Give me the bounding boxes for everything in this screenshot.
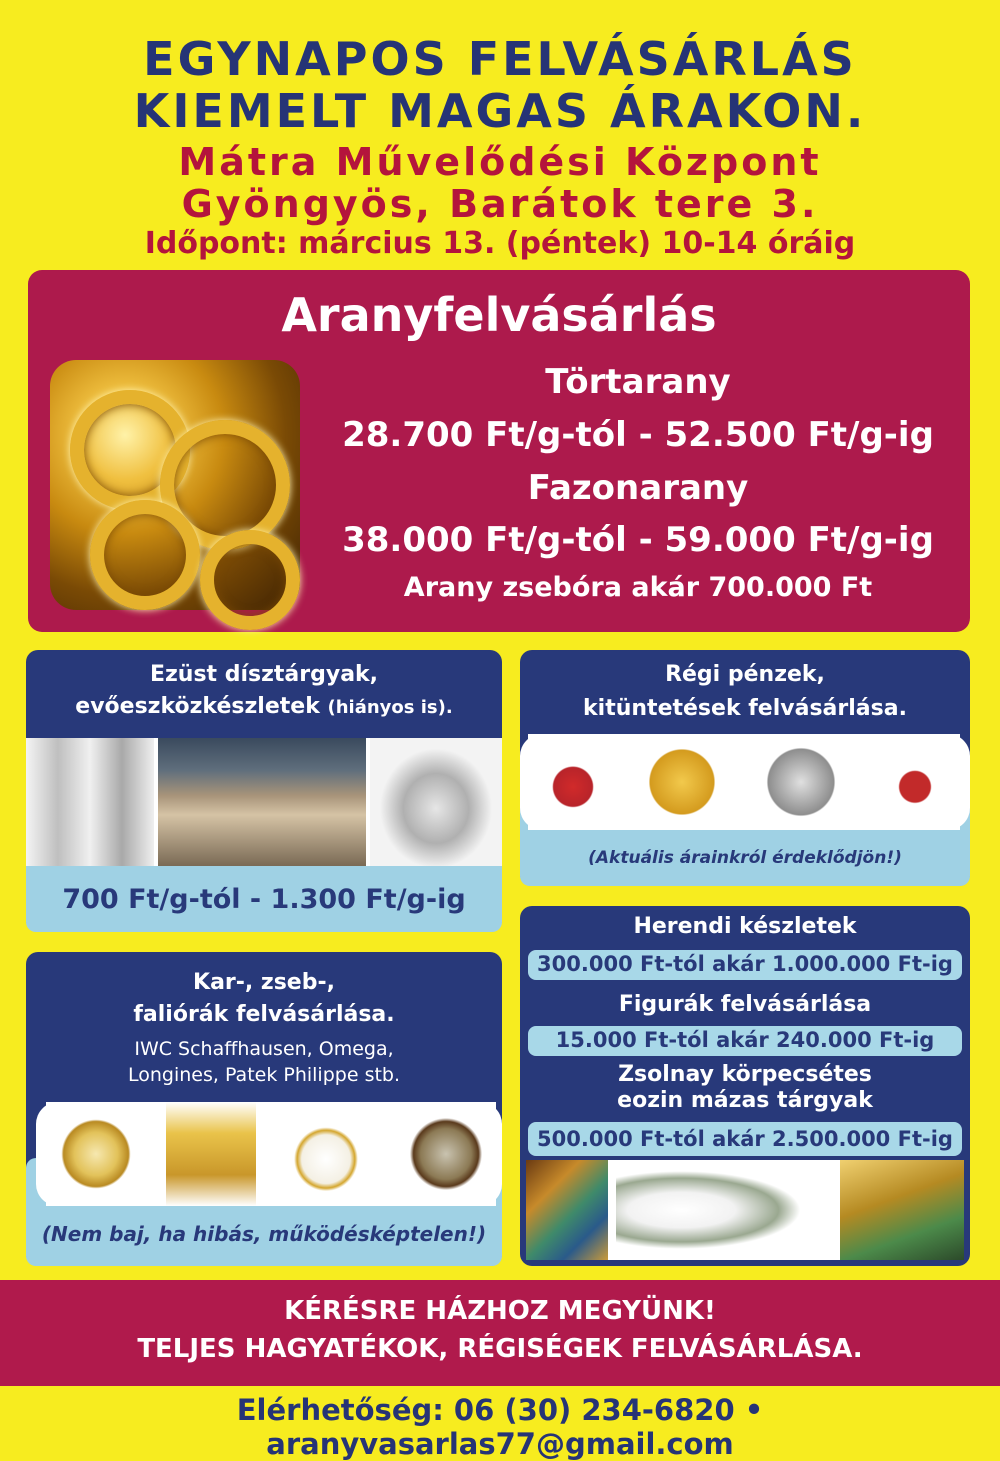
coins-box (520, 650, 970, 886)
silver-coin-photo (746, 734, 856, 830)
herend-label: Herendi készletek (633, 914, 857, 939)
watches-title-2: faliórák felvásárlása. (133, 1002, 395, 1027)
watches-box (26, 952, 502, 1266)
medal-photo (528, 734, 618, 830)
zsolnay-title-1: Zsolnay körpecsétes (618, 1062, 872, 1087)
watches-title-1: Kar-, zseb-, (193, 970, 335, 995)
venue-name: Mátra Művelődési Központ (178, 140, 822, 184)
figures-label: Figurák felvásárlása (618, 992, 872, 1017)
silver-box (26, 650, 502, 932)
coins-note: (Aktuális árainkról érdeklődjön!) (588, 848, 902, 868)
zsolnay-title-2: eozin mázas tárgyak (617, 1088, 873, 1113)
watches-brands-1: IWC Schaffhausen, Omega, (134, 1038, 394, 1060)
watches-photo-strip (36, 1102, 502, 1206)
fine-gold-price: 38.000 Ft/g-tól - 59.000 Ft/g-ig (342, 520, 934, 560)
zsolnay-figurine-photo (840, 1160, 964, 1260)
zsolnay-price: 500.000 Ft-tól akár 2.500.000 Ft-ig (528, 1122, 962, 1156)
gold-title: Aranyfelvásárlás (281, 288, 717, 342)
headline-line-1: EGYNAPOS FELVÁSÁRLÁS (143, 32, 857, 86)
gold-jewelry-photo (50, 360, 300, 610)
candlesticks-photo (26, 738, 154, 866)
scrap-gold-label: Törtarany (545, 362, 731, 402)
fine-gold-label: Fazonarany (527, 468, 749, 508)
leather-wristwatch-photo (396, 1102, 496, 1206)
headline-line-2: KIEMELT MAGAS ÁRAKON. (133, 84, 867, 138)
coins-photo-strip (520, 734, 970, 830)
silver-title-2: evőeszközkészletek (hiányos is). (75, 694, 453, 719)
footer-banner (0, 1280, 1000, 1386)
zsolnay-vase-photo (526, 1160, 608, 1260)
figures-price: 15.000 Ft-tól akár 240.000 Ft-ig (528, 1026, 962, 1056)
gold-coin-photo (630, 734, 734, 830)
coins-title-1: Régi pénzek, (665, 662, 825, 687)
gold-wristwatch-photo (46, 1102, 146, 1206)
watches-brands-2: Longines, Patek Philippe stb. (127, 1064, 401, 1086)
silver-title-note: (hiányos is). (327, 697, 453, 718)
silver-tureen-photo (370, 738, 502, 866)
order-cross-photo (870, 734, 960, 830)
porcelain-box (520, 906, 970, 1266)
gold-panel (28, 270, 970, 632)
mantel-clock-photo (166, 1102, 256, 1206)
porcelain-photo-strip (526, 1160, 964, 1260)
herend-price: 300.000 Ft-tól akár 1.000.000 Ft-ig (528, 950, 962, 980)
contact-info: Elérhetőség: 06 (30) 234-6820 • aranyvasarlas77@gmail.com (236, 1393, 764, 1461)
cutlery-set-photo (158, 738, 366, 866)
footer-line-2: TELJES HAGYATÉKOK, RÉGISÉGEK FELVÁSÁRLÁSA. (137, 1334, 863, 1364)
gold-watch-note: Arany zsebóra akár 700.000 Ft (403, 572, 873, 603)
footer-line-1: KÉRÉSRE HÁZHOZ MEGYÜNK! (284, 1296, 716, 1326)
pocket-watch-photo (276, 1102, 376, 1206)
coins-title-2: kitüntetések felvásárlása. (583, 696, 907, 721)
watches-note: (Nem baj, ha hibás, működésképtelen!) (41, 1222, 487, 1246)
event-time: Időpont: március 13. (péntek) 10-14 óráig (144, 226, 856, 261)
silver-photo-strip (26, 738, 502, 866)
herend-dinnerware-photo (616, 1160, 834, 1260)
scrap-gold-price: 28.700 Ft/g-tól - 52.500 Ft/g-ig (342, 415, 934, 455)
silver-price: 700 Ft/g-tól - 1.300 Ft/g-ig (62, 884, 466, 915)
silver-title-1: Ezüst dísztárgyak, (149, 662, 379, 687)
venue-address: Gyöngyös, Barátok tere 3. (181, 182, 819, 226)
